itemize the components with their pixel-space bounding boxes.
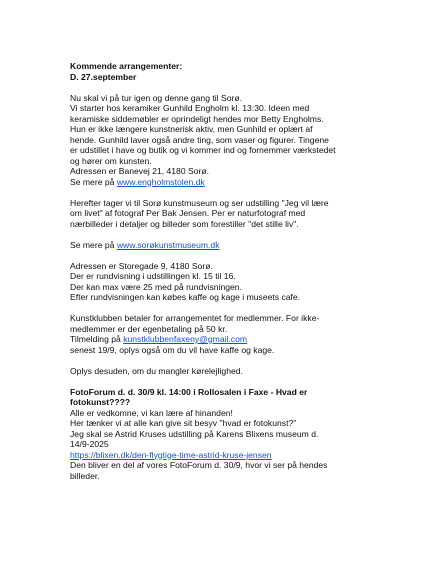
- events-date: D. 27.september: [70, 71, 137, 82]
- intro-line: Vi starter hos keramiker Gunhild Engholm kl. 13:30. Ideen med: [70, 103, 310, 113]
- address-line: Efter rundvisningen kan købes kaffe og kage i museets cafe.: [70, 292, 301, 302]
- fotoforum-line: Jeg skal se Astrid Kruses udstilling på Karens Blixens museum d.: [70, 428, 319, 439]
- signup-line: [70, 334, 383, 345]
- intro-line: keramiske siddemøbler er oprindeligt hendes mor Betty Engholms.: [70, 113, 324, 124]
- payment-line: Kunstklubben betaler for arrangementet for medlemmer. For ikke-: [70, 313, 320, 323]
- engholmstolen-link[interactable]: www.engholmstolen.dk: [116, 176, 205, 187]
- fotoforum-line: Alle er vedkomne, vi kan lære af hinanden!: [70, 407, 233, 418]
- see-more-engholm: [70, 177, 383, 188]
- sorokunstmuseum-link[interactable]: www.sorøkunstmuseum.dk: [116, 239, 220, 250]
- address-line: Adressen er Storegade 9, 4180 Sorø.: [70, 260, 213, 271]
- signup-deadline: senest 19/9, oplys også om du vil have kaffe og kage.: [70, 344, 275, 355]
- blixen-link[interactable]: https://blixen.dk/den-flygtige-time-astrid-kruse-jensen: [70, 449, 272, 460]
- fotoforum-title: fotokunst????: [70, 397, 131, 407]
- see-more-prefix: Se mere på: [70, 176, 117, 187]
- see-more-prefix: Se mere på: [70, 239, 117, 250]
- signup-email-link[interactable]: kunstklubbenfaxeny@gmail.com: [123, 334, 248, 344]
- museum-line: Herefter tager vi til Sorø kunstmuseum og ser udstilling "Jeg vil lære: [70, 197, 329, 208]
- see-more-museum: [70, 240, 383, 251]
- intro-line: Hun er ikke længere kunstnerisk aktiv, men Gunhild er oplært af: [70, 124, 313, 134]
- intro-line: og hører om kunsten.: [70, 155, 152, 166]
- fotoforum-line: 14/9-2025: [70, 439, 109, 449]
- intro-line: er udstillet i have og butik og vi kommer ind og fornemmer værkstedet: [70, 145, 336, 155]
- signup-prefix: Tilmelding på: [70, 334, 124, 344]
- fotoforum-title: FotoForum d. d. 30/9 kl. 14:00 i Rollosalen i Faxe - Hvad er: [70, 386, 308, 397]
- intro-line: hende. Gunhild laver også andre ting, som vaser og figurer. Tingene: [70, 134, 329, 145]
- carpool-note: Oplys desuden, om du mangler kørelejlighed.: [70, 365, 243, 376]
- intro-line: Adressen er Banevej 21, 4180 Sorø.: [70, 166, 210, 176]
- address-line: Der er rundvisning i udstillingen kl. 15 til 16.: [70, 271, 236, 281]
- fotoforum-section: [70, 387, 383, 482]
- fotoforum-line: billeder.: [70, 470, 100, 481]
- intro-paragraph: [70, 93, 383, 188]
- payment-line: medlemmer er der egenbetaling på 50 kr.: [70, 323, 228, 334]
- events-heading: Kommende arrangementer:: [70, 61, 183, 71]
- intro-line: Nu skal vi på tur igen og denne gang til Sorø.: [70, 92, 242, 103]
- museum-line: om livet" af fotograf Per Bak Jensen. Per er naturfotograf med: [70, 208, 306, 218]
- address-line: Der kan max være 25 med på rundvisningen.: [70, 281, 242, 292]
- fotoforum-line: Her tænker vi at alle kan give sit besyv "hvad er fotokunst?": [70, 418, 297, 428]
- museum-paragraph: [70, 198, 383, 230]
- fotoforum-line: Den bliver en del af vores FotoForum d. 30/9, hvor vi ser på hendes: [70, 460, 328, 470]
- address-paragraph: [70, 261, 383, 303]
- payment-paragraph: [70, 313, 383, 355]
- museum-line: nærbilleder i detaljer og billeder som forestiller "det stille liv".: [70, 218, 299, 229]
